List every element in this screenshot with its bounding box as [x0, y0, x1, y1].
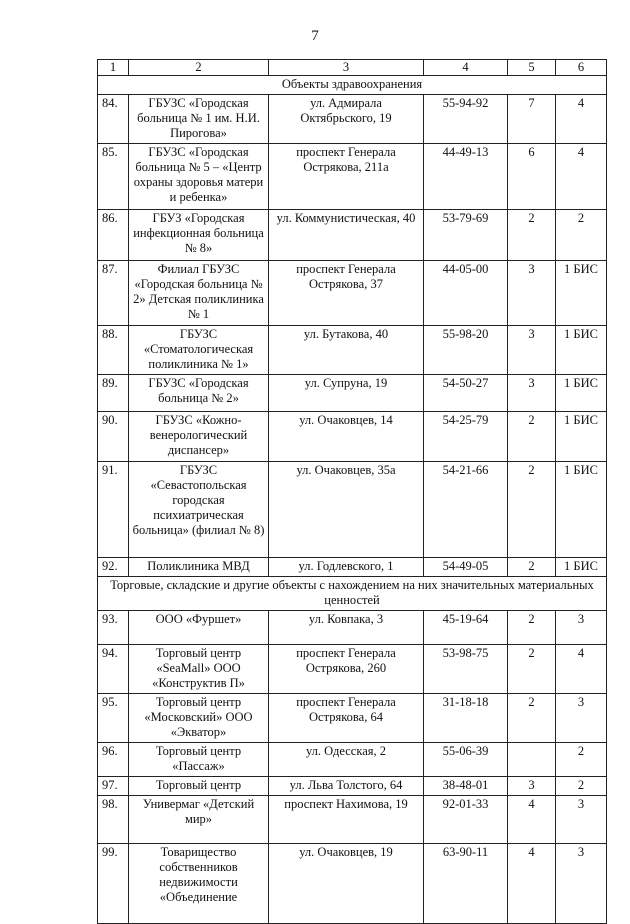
column-5-cell: 4: [508, 844, 556, 924]
row-number-cell: 89.: [98, 375, 129, 412]
address-cell: ул. Очаковцев, 19: [269, 844, 424, 924]
row-number-cell: 91.: [98, 462, 129, 558]
column-6-cell: 4: [556, 95, 607, 144]
column-5-cell: [508, 743, 556, 777]
phone-cell: 54-50-27: [424, 375, 508, 412]
address-cell: проспект Генерала Острякова, 211а: [269, 144, 424, 210]
address-cell: ул. Годлевского, 1: [269, 558, 424, 577]
phone-cell: 53-98-75: [424, 645, 508, 694]
column-6-cell: 4: [556, 645, 607, 694]
column-5-cell: 7: [508, 95, 556, 144]
row-number-cell: 95.: [98, 694, 129, 743]
phone-cell: 63-90-11: [424, 844, 508, 924]
row-number-cell: 92.: [98, 558, 129, 577]
phone-cell: 55-98-20: [424, 326, 508, 375]
table-row: [98, 796, 607, 844]
table-row: [98, 462, 607, 558]
row-number-cell: 85.: [98, 144, 129, 210]
object-name-cell: ГБУЗС «Городская больница № 5 – «Центр охраны здоровья матери и ребенка»: [129, 144, 269, 210]
section-title: Объекты здравоохранения: [98, 76, 607, 95]
table-row: [98, 210, 607, 261]
object-name-cell: ГБУЗС «Кожно-венерологический диспансер»: [129, 412, 269, 462]
header-cell: 4: [424, 60, 508, 76]
phone-cell: 54-49-05: [424, 558, 508, 577]
column-6-cell: 2: [556, 210, 607, 261]
object-name-cell: Товарищество собственников недвижимости «Объединение: [129, 844, 269, 924]
table-row: [98, 694, 607, 743]
phone-cell: 44-05-00: [424, 261, 508, 326]
section-title: Торговые, складские и другие объекты с нахождением на них значительных материальных ценностей: [98, 577, 607, 611]
row-number-cell: 98.: [98, 796, 129, 844]
object-name-cell: Торговый центр «Московский» ООО «Экватор»: [129, 694, 269, 743]
address-cell: ул. Бутакова, 40: [269, 326, 424, 375]
table-row: [98, 375, 607, 412]
row-number-cell: 97.: [98, 777, 129, 796]
row-number-cell: 84.: [98, 95, 129, 144]
column-5-cell: 2: [508, 462, 556, 558]
section-row: [98, 577, 607, 611]
column-6-cell: 1 БИС: [556, 326, 607, 375]
column-6-cell: 2: [556, 777, 607, 796]
table-row: [98, 261, 607, 326]
header-cell: 1: [98, 60, 129, 76]
object-name-cell: ГБУЗ «Городская инфекционная больница № 8»: [129, 210, 269, 261]
column-6-cell: 1 БИС: [556, 462, 607, 558]
table-row: [98, 412, 607, 462]
column-5-cell: 2: [508, 611, 556, 645]
table-row: [98, 144, 607, 210]
object-name-cell: Поликлиника МВД: [129, 558, 269, 577]
column-6-cell: 1 БИС: [556, 558, 607, 577]
phone-cell: 44-49-13: [424, 144, 508, 210]
address-cell: ул. Адмирала Октябрьского, 19: [269, 95, 424, 144]
phone-cell: 54-25-79: [424, 412, 508, 462]
address-cell: проспект Генерала Острякова, 260: [269, 645, 424, 694]
column-6-cell: 3: [556, 844, 607, 924]
phone-cell: 55-06-39: [424, 743, 508, 777]
address-cell: ул. Коммунистическая, 40: [269, 210, 424, 261]
header-cell: 2: [129, 60, 269, 76]
table-row: [98, 558, 607, 577]
header-cell: 5: [508, 60, 556, 76]
table-row: [98, 95, 607, 144]
phone-cell: 54-21-66: [424, 462, 508, 558]
phone-cell: 38-48-01: [424, 777, 508, 796]
row-number-cell: 87.: [98, 261, 129, 326]
row-number-cell: 86.: [98, 210, 129, 261]
page-number: 7: [311, 28, 319, 44]
table-header-row: [98, 60, 607, 76]
object-name-cell: ГБУЗС «Городская больница № 1 им. Н.И. Пирогова»: [129, 95, 269, 144]
address-cell: ул. Супруна, 19: [269, 375, 424, 412]
column-6-cell: 3: [556, 611, 607, 645]
address-cell: проспект Нахимова, 19: [269, 796, 424, 844]
column-5-cell: 3: [508, 261, 556, 326]
address-cell: ул. Ковпака, 3: [269, 611, 424, 645]
column-5-cell: 4: [508, 796, 556, 844]
phone-cell: 31-18-18: [424, 694, 508, 743]
phone-cell: 45-19-64: [424, 611, 508, 645]
column-6-cell: 3: [556, 694, 607, 743]
object-name-cell: ГБУЗС «Стоматологическая поликлиника № 1»: [129, 326, 269, 375]
address-cell: ул. Льва Толстого, 64: [269, 777, 424, 796]
column-6-cell: 1 БИС: [556, 375, 607, 412]
column-6-cell: 1 БИС: [556, 412, 607, 462]
phone-cell: 92-01-33: [424, 796, 508, 844]
object-name-cell: ГБУЗС «Севастопольская городская психиатрическая больница» (филиал № 8): [129, 462, 269, 558]
column-5-cell: 6: [508, 144, 556, 210]
row-number-cell: 93.: [98, 611, 129, 645]
column-6-cell: 4: [556, 144, 607, 210]
header-cell: 6: [556, 60, 607, 76]
row-number-cell: 96.: [98, 743, 129, 777]
row-number-cell: 94.: [98, 645, 129, 694]
column-6-cell: 2: [556, 743, 607, 777]
column-5-cell: 2: [508, 412, 556, 462]
column-5-cell: 2: [508, 558, 556, 577]
phone-cell: 53-79-69: [424, 210, 508, 261]
phone-cell: 55-94-92: [424, 95, 508, 144]
column-6-cell: 3: [556, 796, 607, 844]
address-cell: проспект Генерала Острякова, 64: [269, 694, 424, 743]
object-name-cell: Торговый центр «Пассаж»: [129, 743, 269, 777]
column-6-cell: 1 БИС: [556, 261, 607, 326]
column-5-cell: 2: [508, 210, 556, 261]
object-name-cell: ООО «Фуршет»: [129, 611, 269, 645]
object-name-cell: ГБУЗС «Городская больница № 2»: [129, 375, 269, 412]
table-row: [98, 611, 607, 645]
section-row: [98, 76, 607, 95]
column-5-cell: 2: [508, 645, 556, 694]
header-cell: 3: [269, 60, 424, 76]
object-name-cell: Торговый центр «SeaMall» ООО «Конструктив П»: [129, 645, 269, 694]
row-number-cell: 90.: [98, 412, 129, 462]
column-5-cell: 3: [508, 777, 556, 796]
table-row: [98, 326, 607, 375]
address-cell: проспект Генерала Острякова, 37: [269, 261, 424, 326]
row-number-cell: 88.: [98, 326, 129, 375]
table-row: [98, 743, 607, 777]
table-row: [98, 645, 607, 694]
object-name-cell: Филиал ГБУЗС «Городская больница № 2» Детская поликлиника № 1: [129, 261, 269, 326]
column-5-cell: 3: [508, 375, 556, 412]
object-name-cell: Торговый центр: [129, 777, 269, 796]
table-row: [98, 777, 607, 796]
address-cell: ул. Очаковцев, 35а: [269, 462, 424, 558]
objects-table: [97, 59, 607, 924]
table-row: [98, 844, 607, 924]
address-cell: ул. Одесская, 2: [269, 743, 424, 777]
object-name-cell: Универмаг «Детский мир»: [129, 796, 269, 844]
address-cell: ул. Очаковцев, 14: [269, 412, 424, 462]
row-number-cell: 99.: [98, 844, 129, 924]
column-5-cell: 3: [508, 326, 556, 375]
column-5-cell: 2: [508, 694, 556, 743]
